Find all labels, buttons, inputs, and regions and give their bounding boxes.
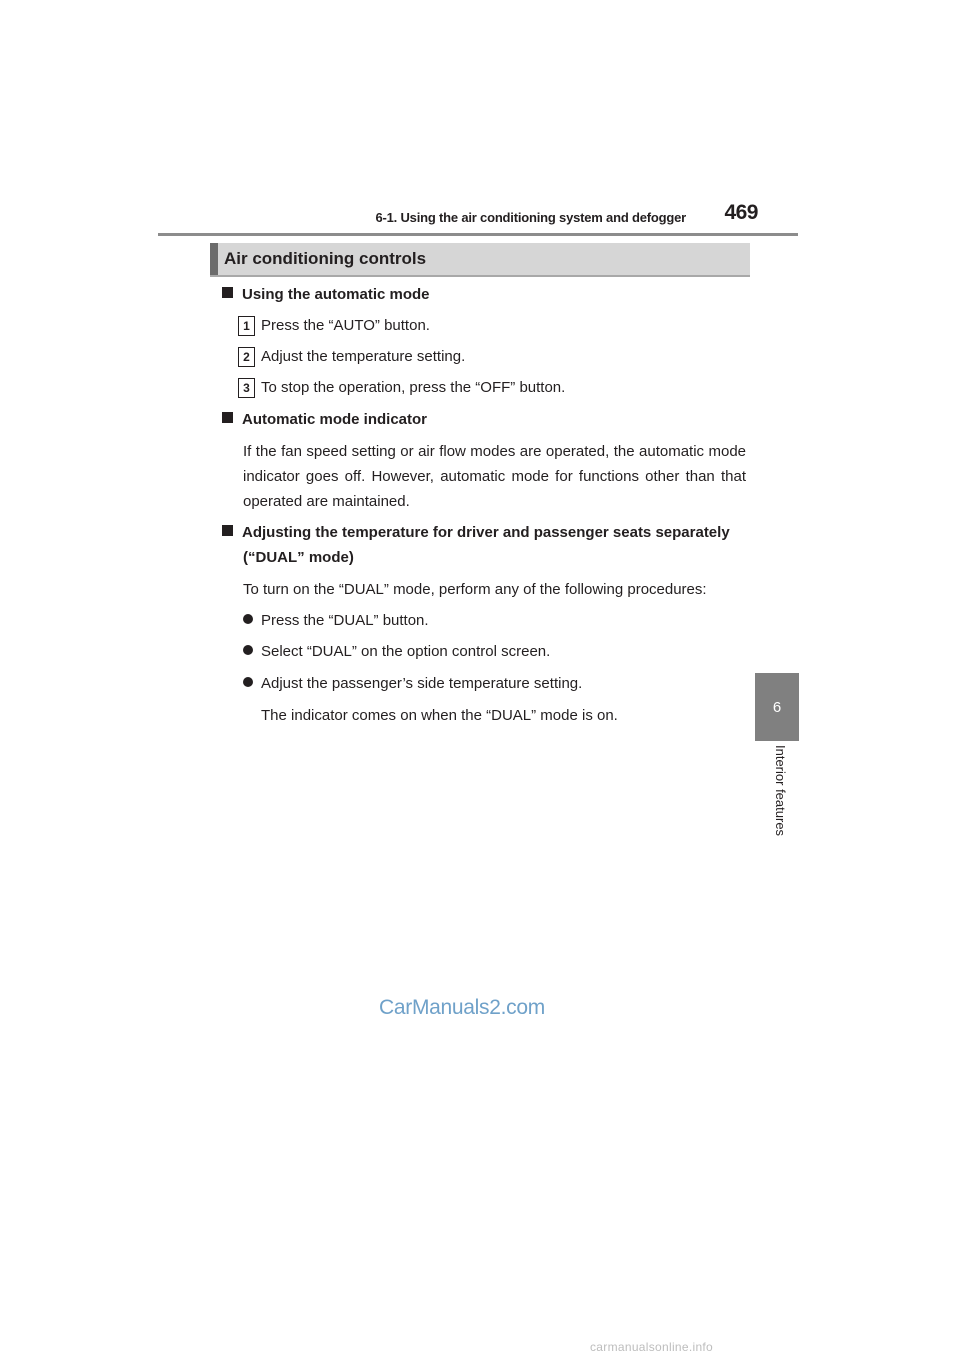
heading-dual-mode xyxy=(222,523,752,568)
heading-automatic-mode-text: Using the automatic mode xyxy=(242,286,430,303)
section-header-underline xyxy=(210,275,750,277)
step-number-badge: 1 xyxy=(238,316,255,336)
chapter-tab xyxy=(755,673,799,873)
running-header xyxy=(158,200,798,236)
footer-watermark: carmanualsonline.info xyxy=(590,1340,714,1354)
step-text: To stop the operation, press the “OFF” button. xyxy=(261,379,566,396)
step-number-badge: 3 xyxy=(238,378,255,398)
dual-intro: To turn on the “DUAL” mode, perform any of the following procedures: xyxy=(243,581,707,598)
heading-dual-line1: Adjusting the temperature for driver and passenger seats separately xyxy=(242,524,730,541)
indicator-body: If the fan speed setting or air flow modes are operated, the automatic mode indicator goes off. However, automatic mode for functions other than that operated are maintained. xyxy=(243,443,746,510)
section-header-accent-bar xyxy=(210,243,218,275)
square-bullet-icon xyxy=(222,525,233,536)
heading-automatic-mode-indicator xyxy=(222,410,427,430)
dual-bullet-1 xyxy=(243,611,429,631)
square-bullet-icon xyxy=(222,412,233,423)
chapter-number: 6 xyxy=(755,673,799,741)
page-number: 469 xyxy=(724,201,758,224)
heading-dual-line2: (“DUAL” mode) xyxy=(243,549,354,566)
step-text: Adjust the temperature setting. xyxy=(261,348,466,365)
round-bullet-icon xyxy=(243,677,253,687)
dual-bullet-3 xyxy=(243,674,582,694)
bullet-text: Adjust the passenger’s side temperature setting. xyxy=(261,675,583,692)
round-bullet-icon xyxy=(243,645,253,655)
chapter-label: Interior features xyxy=(773,745,788,837)
heading-indicator-text: Automatic mode indicator xyxy=(242,411,428,428)
step-number-badge: 2 xyxy=(238,347,255,367)
bullet-text: Press the “DUAL” button. xyxy=(261,612,429,629)
dual-bullet-2 xyxy=(243,642,550,662)
section-header xyxy=(210,243,750,275)
heading-automatic-mode xyxy=(222,285,430,305)
header-divider xyxy=(158,233,798,236)
section-title: Air conditioning controls xyxy=(224,249,427,268)
header-section-title: 6-1. Using the air conditioning system and defogger xyxy=(375,210,686,225)
round-bullet-icon xyxy=(243,614,253,624)
step-text: Press the “AUTO” button. xyxy=(261,317,430,334)
watermark-link[interactable]: CarManuals2.com xyxy=(379,996,545,1019)
bullet-text: Select “DUAL” on the option control screen. xyxy=(261,643,551,660)
dual-note: The indicator comes on when the “DUAL” mode is on. xyxy=(261,707,618,724)
square-bullet-icon xyxy=(222,287,233,298)
